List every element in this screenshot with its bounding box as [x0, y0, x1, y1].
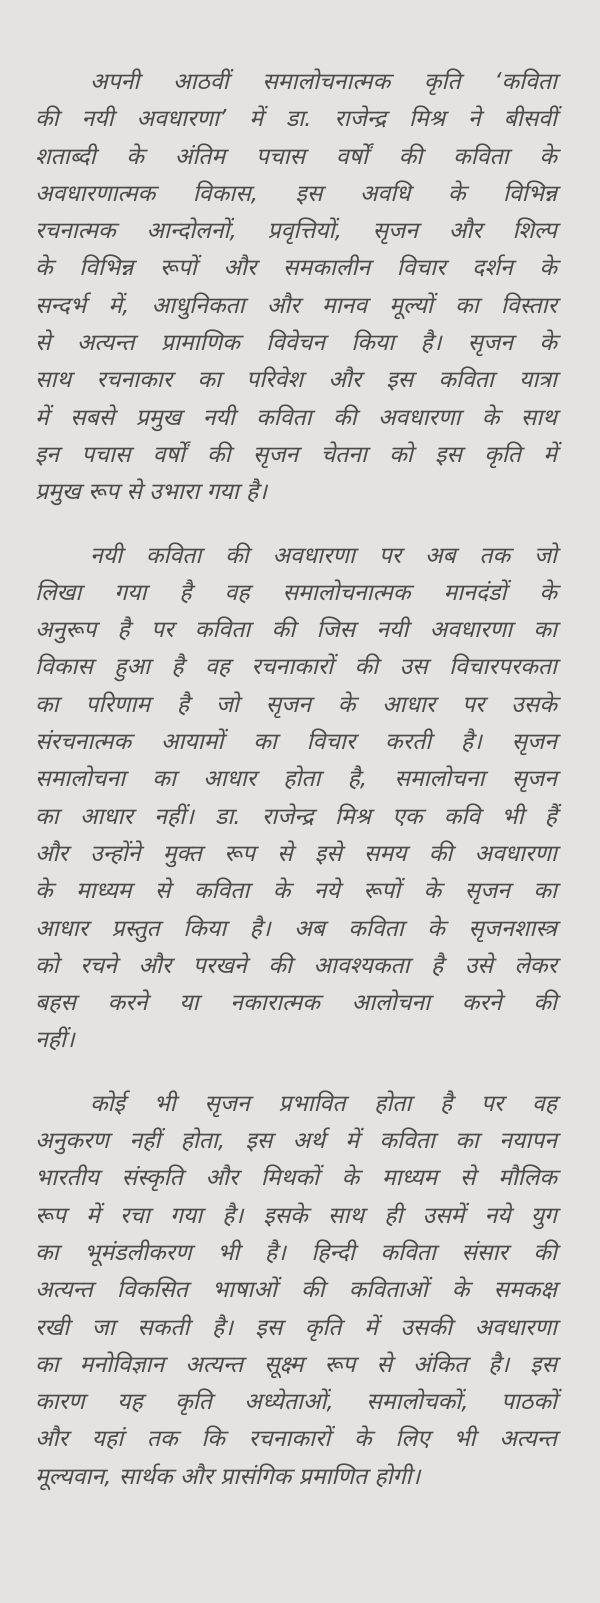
text-line: का परिणाम है जो सृजन के आधार पर उसके: [35, 691, 557, 718]
text-line: कारण यह कृति अध्येताओं, समालोचकों, पाठकों: [35, 1389, 557, 1416]
text-line: संरचनात्मक आयामों का विचार करती है। सृजन: [35, 729, 557, 756]
text-line: रूप में रचा गया है। इसके साथ ही उसमें नये युग: [35, 1202, 557, 1229]
text-line: की नयी अवधारणा’ में डा. राजेन्द्र मिश्र ने बीसवीं: [35, 106, 557, 133]
text-line: प्रमुख रूप से उभारा गया है।: [35, 479, 267, 506]
text-line: मूल्यवान, सार्थक और प्रासंगिक प्रमाणित होगी।: [35, 1463, 421, 1490]
text-line: नहीं।: [35, 1027, 75, 1054]
paragraph-1: [35, 64, 557, 512]
text-line: का मनोविज्ञान अत्यन्त सूक्ष्म रूप से अंकित है। इस: [35, 1351, 557, 1378]
text-line: साथ रचनाकार का परिवेश और इस कविता यात्रा: [35, 367, 557, 394]
text-line: शताब्दी के अंतिम पचास वर्षों की कविता के: [35, 143, 557, 170]
text-line: सन्दर्भ में, आधुनिकता और मानव मूल्यों का विस्तार: [35, 292, 557, 319]
paragraph-3: [35, 1086, 557, 1496]
text-line: नयी कविता की अवधारणा पर अब तक जो: [90, 542, 557, 569]
text-line: और उन्होंने मुक्त रूप से इसे समय की अवधारणा: [35, 840, 557, 867]
text-line: भारतीय संस्कृति और मिथकों के माध्यम से मौलिक: [35, 1165, 557, 1192]
paragraph-2: [35, 538, 557, 1060]
text-line: अवधारणात्मक विकास, इस अवधि के विभिन्न: [35, 180, 557, 207]
text-line: का आधार नहीं। डा. राजेन्द्र मिश्र एक कवि भी हैं: [35, 803, 557, 830]
text-line: रखी जा सकती है। इस कृति में उसकी अवधारणा: [35, 1314, 557, 1341]
text-line: से अत्यन्त प्रामाणिक विवेचन किया है। सृजन के: [35, 330, 557, 357]
text-line: आधार प्रस्तुत किया है। अब कविता के सृजनशास्त्र: [35, 915, 557, 942]
text-line: को रचने और परखने की आवश्यकता है उसे लेकर: [35, 952, 557, 979]
text-line: अत्यन्त विकसित भाषाओं की कविताओं के समकक्ष: [35, 1277, 557, 1304]
book-blurb: [35, 64, 557, 1522]
text-line: बहस करने या नकारात्मक आलोचना करने की: [35, 990, 557, 1017]
text-line: और यहां तक कि रचनाकारों के लिए भी अत्यन्त: [35, 1426, 557, 1453]
text-line: समालोचना का आधार होता है, समालोचना सृजन: [35, 766, 557, 793]
text-line: अपनी आठवीं समालोचनात्मक कृति ‘कविता: [90, 69, 557, 95]
text-line: इन पचास वर्षों की सृजन चेतना को इस कृति में: [35, 441, 557, 468]
text-line: अनुकरण नहीं होता, इस अर्थ में कविता का नयापन: [35, 1128, 557, 1155]
text-line: का भूमंडलीकरण भी है। हिन्दी कविता संसार की: [35, 1239, 557, 1266]
text-line: लिखा गया है वह समालोचनात्मक मानदंडों के: [35, 579, 557, 606]
text-line: के माध्यम से कविता के नये रूपों के सृजन का: [35, 878, 557, 905]
text-line: के विभिन्न रूपों और समकालीन विचार दर्शन के: [35, 255, 557, 282]
text-line: रचनात्मक आन्दोलनों, प्रवृत्तियों, सृजन और शिल्प: [35, 218, 557, 245]
text-line: अनुरूप है पर कविता की जिस नयी अवधारणा का: [35, 617, 557, 644]
text-line: कोई भी सृजन प्रभावित होता है पर वह: [90, 1090, 557, 1117]
text-line: में सबसे प्रमुख नयी कविता की अवधारणा के साथ: [35, 404, 557, 431]
text-line: विकास हुआ है वह रचनाकारों की उस विचारपरकता: [35, 654, 557, 681]
